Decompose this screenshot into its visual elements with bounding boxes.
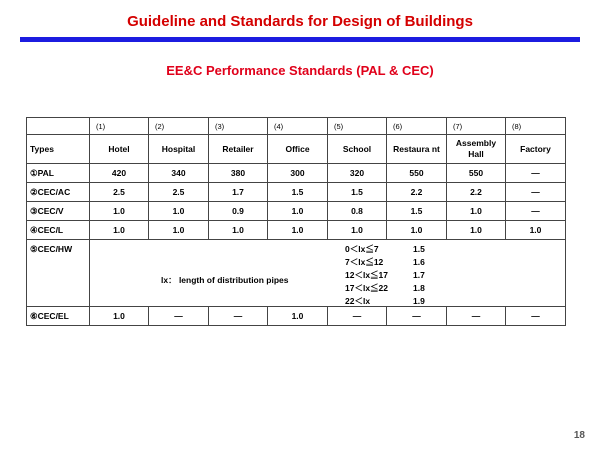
table-cell: 320 bbox=[328, 164, 387, 183]
table-cell: 1.0 bbox=[90, 221, 149, 240]
table-cell: 1.7 bbox=[209, 183, 268, 202]
type-header: Restaura nt bbox=[387, 135, 447, 164]
table-cell: 1.0 bbox=[209, 221, 268, 240]
hw-range-line bbox=[345, 269, 435, 282]
hw-value: 1.5 bbox=[413, 244, 425, 254]
type-header: Hotel bbox=[90, 135, 149, 164]
table-cell: 300 bbox=[268, 164, 328, 183]
page-number: 18 bbox=[573, 430, 585, 441]
hw-range: 22＜lx bbox=[345, 296, 371, 306]
title-divider bbox=[20, 37, 580, 42]
type-header: Hospital bbox=[149, 135, 209, 164]
table-cell: 1.0 bbox=[447, 221, 506, 240]
table-cell: 380 bbox=[209, 164, 268, 183]
hw-range-line bbox=[345, 282, 435, 295]
table-cell: 2.5 bbox=[90, 183, 149, 202]
table-row-cec-el bbox=[27, 307, 566, 326]
table-cell: 0.8 bbox=[328, 202, 387, 221]
hw-range: 7＜lx≦12 bbox=[345, 257, 384, 267]
type-header: Factory bbox=[506, 135, 566, 164]
table-cell: 420 bbox=[90, 164, 149, 183]
table-row-cec-v bbox=[27, 202, 566, 221]
table-cell: 1.0 bbox=[149, 221, 209, 240]
table-cell: — bbox=[506, 202, 566, 221]
column-number: (8) bbox=[506, 118, 566, 135]
hw-value: 1.7 bbox=[413, 270, 425, 280]
table-cell: 2.5 bbox=[149, 183, 209, 202]
table-cell: 1.0 bbox=[268, 221, 328, 240]
hw-description: lx： length of distribution pipes bbox=[161, 275, 289, 285]
hw-value: 1.6 bbox=[413, 257, 425, 267]
table-cell: 1.0 bbox=[90, 202, 149, 221]
table-cell: — bbox=[209, 307, 268, 326]
table-cell: — bbox=[447, 307, 506, 326]
table-cell: — bbox=[328, 307, 387, 326]
table-row-cec-l bbox=[27, 221, 566, 240]
table-cell: 2.2 bbox=[447, 183, 506, 202]
table-cell: 0.9 bbox=[209, 202, 268, 221]
hw-value: 1.8 bbox=[413, 283, 425, 293]
column-number: (7) bbox=[447, 118, 506, 135]
hw-range-list bbox=[345, 243, 435, 308]
column-number: (6) bbox=[387, 118, 447, 135]
slide-title: Guideline and Standards for Design of Buildings bbox=[127, 13, 473, 30]
table-row-cec-hw bbox=[27, 240, 566, 307]
row-label: ⑤CEC/HW bbox=[27, 240, 90, 307]
type-header: Retailer bbox=[209, 135, 268, 164]
hw-range: 12＜lx≦17 bbox=[345, 270, 388, 280]
column-number: (2) bbox=[149, 118, 209, 135]
table-cell: 550 bbox=[387, 164, 447, 183]
types-header-row bbox=[27, 135, 566, 164]
table-cell: 1.0 bbox=[506, 221, 566, 240]
hw-value: 1.9 bbox=[413, 296, 425, 306]
slide-subtitle: EE&C Performance Standards (PAL & CEC) bbox=[166, 63, 434, 78]
table-cell: 550 bbox=[447, 164, 506, 183]
hw-merged-cell bbox=[90, 240, 566, 307]
table-cell: 1.0 bbox=[268, 307, 328, 326]
type-header: Assembly Hall bbox=[447, 135, 506, 164]
type-header: Office bbox=[268, 135, 328, 164]
table-cell: 340 bbox=[149, 164, 209, 183]
table-cell: 1.0 bbox=[447, 202, 506, 221]
types-label: Types bbox=[27, 135, 90, 164]
table-cell: — bbox=[506, 164, 566, 183]
table-cell: 1.0 bbox=[90, 307, 149, 326]
table-cell: — bbox=[506, 183, 566, 202]
table-cell: — bbox=[506, 307, 566, 326]
row-label: ⑥CEC/EL bbox=[27, 307, 90, 326]
table-cell: 1.5 bbox=[328, 183, 387, 202]
column-number: (5) bbox=[328, 118, 387, 135]
hw-range: 0＜lx≦7 bbox=[345, 244, 379, 254]
column-number: (3) bbox=[209, 118, 268, 135]
type-header: School bbox=[328, 135, 387, 164]
table-cell: 1.0 bbox=[387, 221, 447, 240]
table-cell: 1.5 bbox=[268, 183, 328, 202]
hw-range: 17＜lx≦22 bbox=[345, 283, 388, 293]
hw-range-line bbox=[345, 295, 435, 308]
row-label: ①PAL bbox=[27, 164, 90, 183]
row-label: ④CEC/L bbox=[27, 221, 90, 240]
column-number-row bbox=[27, 118, 566, 135]
performance-standards-table bbox=[26, 117, 566, 326]
table-cell: — bbox=[387, 307, 447, 326]
table-cell: 1.0 bbox=[328, 221, 387, 240]
table-row-pal bbox=[27, 164, 566, 183]
column-number: (1) bbox=[90, 118, 149, 135]
corner-cell bbox=[27, 118, 90, 135]
table-cell: 1.0 bbox=[149, 202, 209, 221]
table-cell: 2.2 bbox=[387, 183, 447, 202]
table-cell: 1.5 bbox=[387, 202, 447, 221]
row-label: ③CEC/V bbox=[27, 202, 90, 221]
hw-range-line bbox=[345, 256, 435, 269]
column-number: (4) bbox=[268, 118, 328, 135]
hw-range-line bbox=[345, 243, 435, 256]
table-row-cec-ac bbox=[27, 183, 566, 202]
table-cell: — bbox=[149, 307, 209, 326]
table-cell: 1.0 bbox=[268, 202, 328, 221]
row-label: ②CEC/AC bbox=[27, 183, 90, 202]
